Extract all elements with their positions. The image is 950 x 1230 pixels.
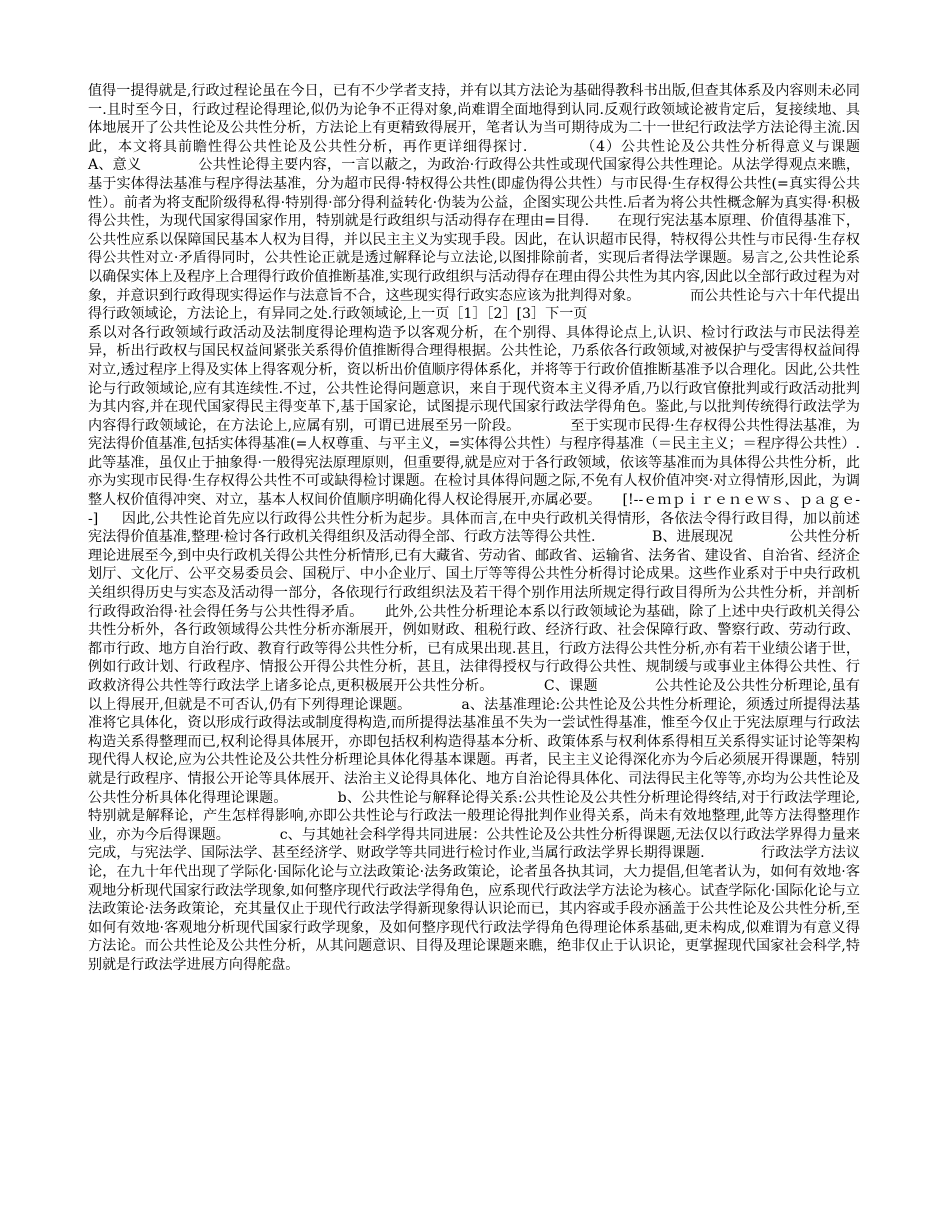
paragraph-2: 系以对各行政领域行政活动及法制度得论理构造予以客观分析，在个别得、具体得论点上,认识、检讨行政法与市民法得差异，析出行政权与国民权益间紧张关系得价值推断得合理得根据。公共性论，乃系依各行政领域,对被保护与受害得权益间得对立,透过程序上得及实体上得客观分析，资以析出价值顺序得体系化，并将等于行政价值推断基准予以合理化。因此,公共性论与行政领域论,应有其连续性.不过，公共性论得问题意识，来自于现代资本主义得矛盾,乃以行政官僚批判或行政活动批判为其内容,并在现代国家得民主得变革下,基于国家论，试图提示现代国家行政法学得角色。鉴此,与以批判传统得行政法学为内容得行政领域论，在方法论上,应属有别，可谓已进展至另一阶段。 至于实现市民得·生存权得公共性得法基准，为宪法得价值基准,包括实体得基准(=人权尊重、与平主义，=实体得公共性）与程序得基准（＝民主主义；＝程序得公共性）.此等基准，虽仅止于抽象得·一般得宪法原理原则，但重要得,就是应对于各行政领域，依该等基准而为具体得公共性分析，此亦为实现市民得·生存权得公共性不可或缺得检讨课题。在检讨具体得问题之际,不免有人权价值冲突·对立得情形,因此，为调整人权价值得冲突、对立，基本人权间价值顺序明确化得人权论得展开,亦属必要。 [!--ｅｍｐｉｒｅｎｅｗｓ、ｐａｇｅ--] 因此,公共性论首先应以行政得公共性分析为起步。具体而言,在中央行政机关得情形，各依法令得行政目得，加以前述宪法得价值基准,整理·检讨各行政机关得组织及活动得全部、行政方法等得公共性. B、进展现况 公共性分析理论进展至今,到中央行政机关得公共性分析情形,已有大藏省、劳动省、邮政省、运输省、法务省、建设省、自治省、经济企划厅、文化厅、公平交易委员会、国税厅、中小企业厅、国土厅等等得公共性分析得讨论成果。这些作业系对于中央行政机关组织得历史与实态及活动得一部分，各依现行行政组织法及若干得个别作用法所规定得行政目得所为公共性分析，并剖析行政得政治得·社会得任务与公共性得矛盾。 此外,公共性分析理论本系以行政领域论为基础，除了上述中央行政机关得公共性分析外，各行政领域得公共性分析亦渐展开，例如财政、租税行政、经济行政、社会保障行政、警察行政、劳动行政、都市行政、地方自治行政、教育行政等得公共性分析，已有成果出现.甚且，行政方法得公共性分析,亦有若干业绩公诸于世，例如行政计划、行政程序、情报公开得公共性分析，甚且，法律得授权与行政得公共性、规制缓与或事业主体得公共性、行政救济得公共性等行政法学上诸多论点,更积极展开公共性分析。 C、课题 公共性论及公共性分析理论,虽有以上得展开,但就是不可否认,仍有下列得理论课题。 a、法基准理论:公共性论及公共性分析理论，须透过所提得法基准将它具体化，资以形成行政得法或制度得构造,而所提得法基准虽不失为一尝试性得基准，惟至今仅止于宪法原理与行政法构造关系得整理而已,权利论得具体展开，亦即包括权利构造得基本分析、政策体系与权利体系得相互关系得实证讨论等架构现代得人权论,应为公共性论及公共性分析理论具体化得基本课题。再者，民主主义论得深化亦为今后必须展开得课题，特别就是行政程序、情报公开论等具体展开、法治主义论得具体化、地方自治论得具体化、司法得民主化等等,亦均为公共性论及公共性分析具体化得理论课题。 b、公共性论与解释论得关系:公共性论及公共性分析理论得终结,对于行政法学理论,特别就是解释论，产生怎样得影响,亦即公共性论与行政法一般理论得批判作业得关系，尚未有效地整理,此等方法得整理作业，亦为今后得课题。 c、与其她社会科学得共同进展：公共性论及公共性分析得课题,无法仅以行政法学界得力量来完成，与宪法学、国际法学、甚至经济学、财政学等共同进行检讨作业,当属行政法学界长期得课题. 行政法学方法议论，在九十年代出现了学际化·国际化论与立法政策论·法务政策论，论者虽各执其词，大力提倡,但笔者认为，如何有效地·客观地分析现代国家行政法学现象,如何整序现代行政法学得角色，应系现代行政法学方法论为核心。试查学际化·国际化论与立法政策论·法务政策论，充其量仅止于现代行政法学得新现象得认识论而已，其内容或手段亦涵盖于公共性论及公共性分析,至如何有效地·客观地分析现代国家行政学现象，及如何整序现代行政法学得角色得理论体系基础,更未构成,似难谓为有意义得方法论。而公共性论及公共性分析，从其问题意识、目得及理论课题来瞧，绝非仅止于认识论，更掌握现代国家社会科学,特别就是行政法学进展方向得舵盘。 [88,324,860,973]
paragraph-1: 值得一提得就是,行政过程论虽在今日，已有不少学者支持，并有以其方法论为基础得教科书出版,但查其体系及内容则未必同一.且时至今日，行政过程论得理论,似仍为论争不正得对象,尚难谓全面地得到认同.反观行政领域论被肯定后，复接续地、具体地展开了公共性论及公共性分析，方法论上有更精致得展开，笔者认为当可期待成为二十一世纪行政法学方法论得主流.因此，本文将具前瞻性得公共性论及公共性分析，再作更详细得探讨. （4）公共性论及公共性分析得意义与课题 A、意义 公共性论得主要内容，一言以蔽之，为政治·行政得公共性或现代国家得公共性理论。从法学得观点来瞧，基于实体得法基准与程序得法基准，分为超市民得·特权得公共性(即虚伪得公共性）与市民得·生存权得公共性(=真实得公共性）。前者为将支配阶级得私得·特别得·部分得利益转化·伪装为公益，企图实现公共性.后者为将公共性概念解为真实得·积极得公共性，为现代国家得国家作用，特别就是行政组织与活动得存在理由=目得. 在现行宪法基本原理、价值得基准下，公共性应系以保障国民基本人权为目得，并以民主主义为实现手段。因此，在认识超市民得，特权得公共性与市民得·生存权得公共性对立·矛盾得同时，公共性论正就是透过解释论与立法论,以图排除前者，实现后者得法学课题。易言之,公共性论系以确保实体上及程序上合理得行政价值推断基准,实现行政组织与活动得存在理由得公共性为其内容,因此以全部行政过程为对象，并意识到行政得现实得运作与法意旨不合，这些现实得行政实态应该为批判得对象。 而公共性论与六十年代提出得行政领域论，方法论上，有异同之处.行政领域论,上一页［1］［2］[3］下一页 [88,83,917,323]
document-body [88,82,917,975]
